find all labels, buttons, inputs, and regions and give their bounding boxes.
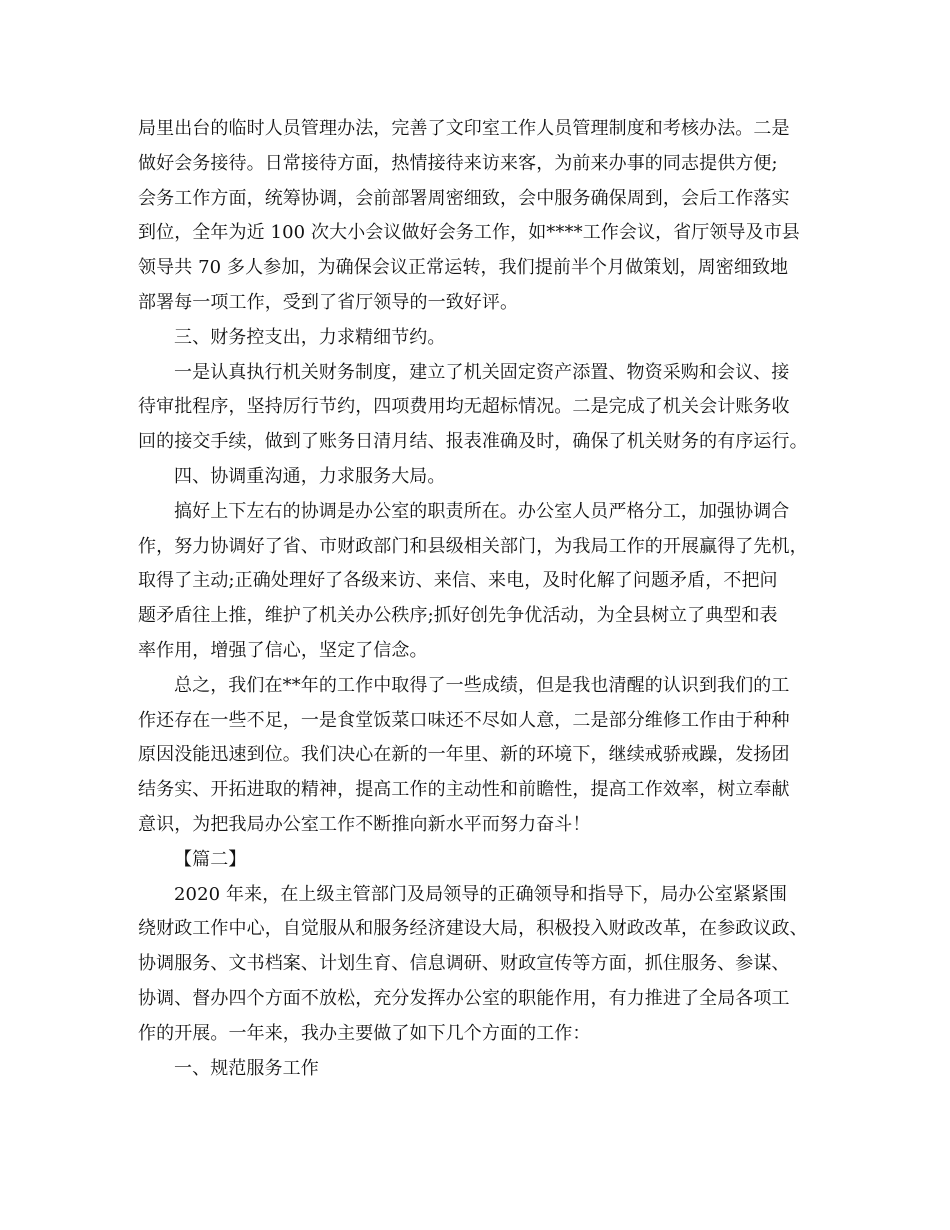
body-line: 协调服务、文书档案、计划生育、信息调研、财政宣传等方面，抓住服务、参谋、 <box>138 953 790 975</box>
body-line: 到位，全年为近 100 次大小会议做好会务工作，如****工作会议，省厅领导及市县 <box>138 222 800 244</box>
body-line: 回的接交手续，做到了账务日清月结、报表准确及时，确保了机关财务的有序运行。 <box>138 431 808 453</box>
paragraph-first-line: 一是认真执行机关财务制度，建立了机关固定资产添置、物资采购和会议、接 <box>174 361 790 383</box>
body-line: 待审批程序，坚持厉行节约，四项费用均无超标情况。二是完成了机关会计账务收 <box>138 396 790 418</box>
section-heading: 三、财务控支出，力求精细节约。 <box>174 326 446 348</box>
chapter-heading: 【篇二】 <box>174 848 247 870</box>
body-line: 作还存在一些不足，一是食堂饭菜口味还不尽如人意，二是部分维修工作由于种种 <box>138 709 790 731</box>
body-line: 协调、督办四个方面不放松，充分发挥办公室的职能作用，有力推进了全局各项工 <box>138 987 790 1009</box>
paragraph-first-line: 2020 年来，在上级主管部门及局领导的正确领导和指导下，局办公室紧紧围 <box>174 883 788 905</box>
body-line: 结务实、开拓进取的精神，提高工作的主动性和前瞻性，提高工作效率，树立奉献 <box>138 779 790 801</box>
body-line: 作的开展。一年来，我办主要做了如下几个方面的工作： <box>138 1022 591 1044</box>
body-line: 绕财政工作中心，自觉服从和服务经济建设大局，积极投入财政改革，在参政议政、 <box>138 918 808 940</box>
section-heading: 一、规范服务工作 <box>174 1057 319 1079</box>
body-line: 率作用，增强了信心，坚定了信念。 <box>138 639 428 661</box>
body-line: 部署每一项工作，受到了省厅领导的一致好评。 <box>138 291 519 313</box>
body-line: 作，努力协调好了省、市财政部门和县级相关部门，为我局工作的开展赢得了先机， <box>138 535 808 557</box>
body-line: 领导共 70 多人参加，为确保会议正常运转，我们提前半个月做策划，周密细致地 <box>138 257 789 279</box>
body-line: 做好会务接待。日常接待方面，热情接待来访来客，为前来办事的同志提供方便; <box>138 152 778 174</box>
body-line: 意识，为把我局办公室工作不断推向新水平而努力奋斗！ <box>138 813 591 835</box>
body-line: 取得了主动;正确处理好了各级来访、来信、来电，及时化解了问题矛盾，不把问 <box>138 570 778 592</box>
paragraph-first-line: 总之，我们在**年的工作中取得了一些成绩，但是我也清醒的认识到我们的工 <box>174 674 790 696</box>
body-line: 原因没能迅速到位。我们决心在新的一年里、新的环境下，继续戒骄戒躁，发扬团 <box>138 744 790 766</box>
paragraph-first-line: 搞好上下左右的协调是办公室的职责所在。办公室人员严格分工，加强协调合 <box>174 500 790 522</box>
body-line: 题矛盾往上推，维护了机关办公秩序;抓好创先争优活动，为全县树立了典型和表 <box>138 605 778 627</box>
section-heading: 四、协调重沟通，力求服务大局。 <box>174 465 446 487</box>
body-line: 会务工作方面，统筹协调，会前部署周密细致，会中服务确保周到，会后工作落实 <box>138 187 790 209</box>
body-line: 局里出台的临时人员管理办法，完善了文印室工作人员管理制度和考核办法。二是 <box>138 118 790 139</box>
document-body <box>138 112 828 1086</box>
